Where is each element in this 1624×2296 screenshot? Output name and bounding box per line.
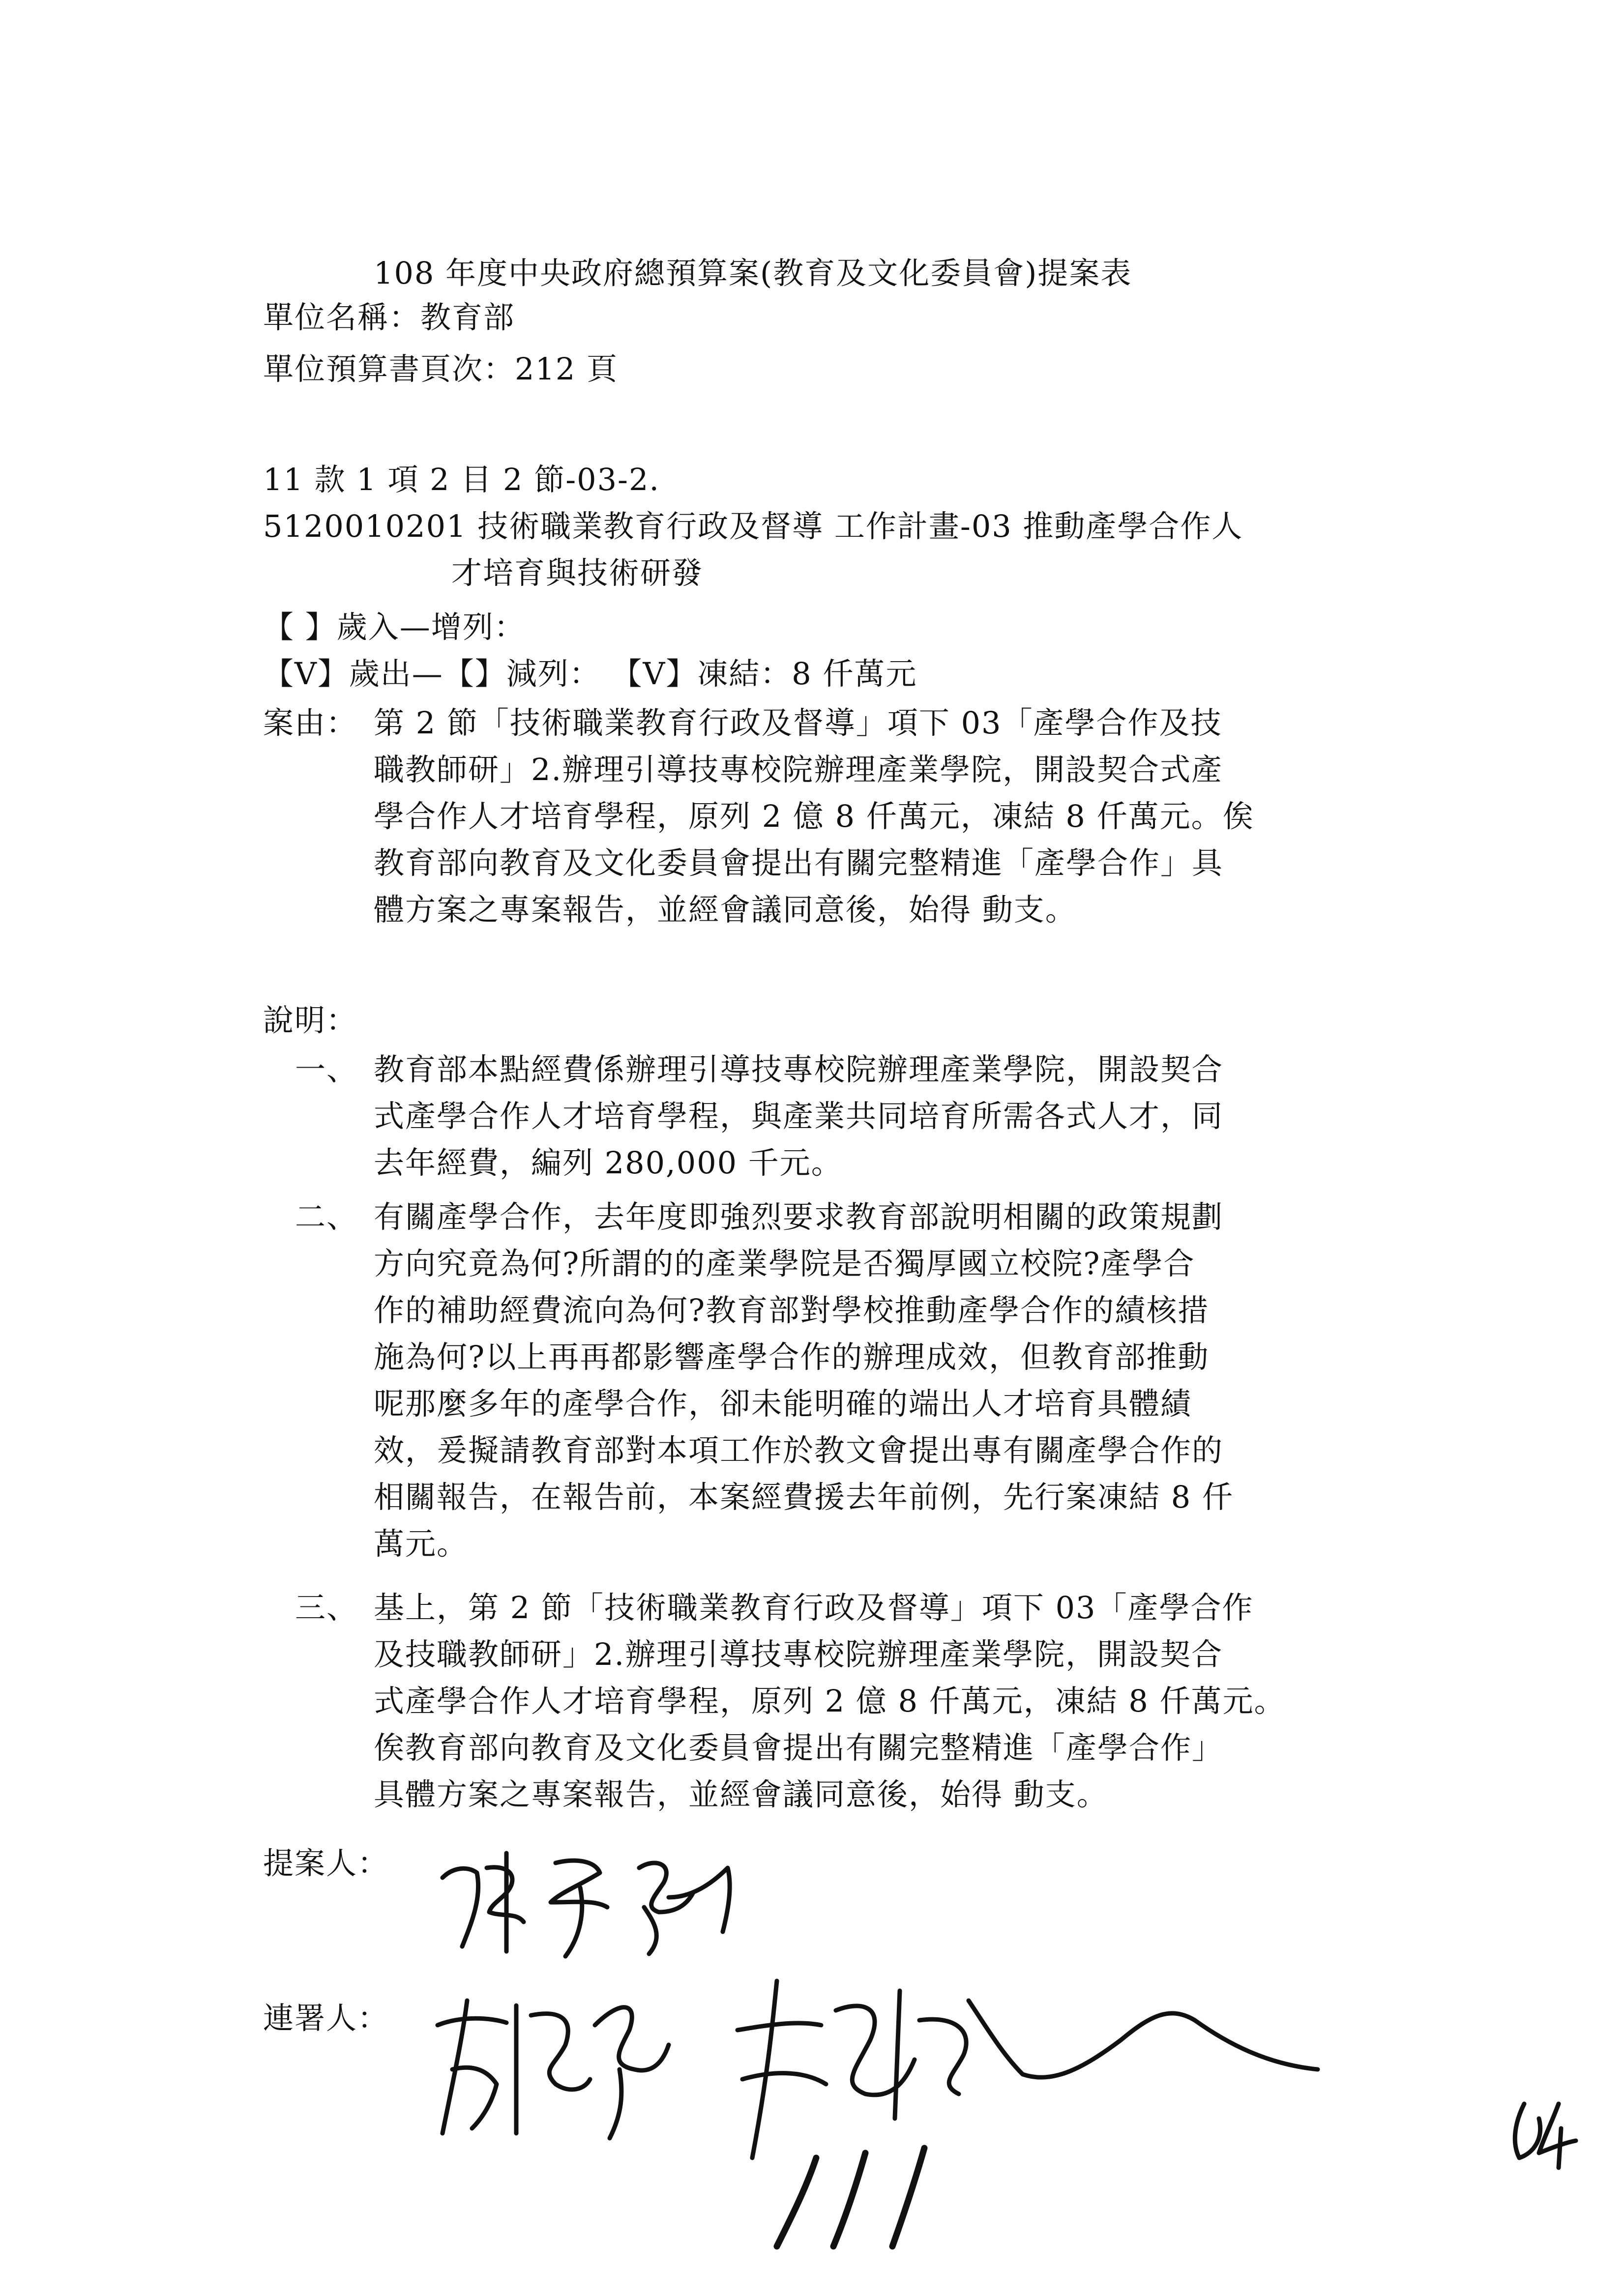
program-line-continued: 才培育與技術研發 bbox=[451, 555, 704, 591]
description-line: 相關報告，在報告前，本案經費援去年前例，先行案凍結 8 仟 bbox=[374, 1479, 1234, 1515]
description-line: 方向究竟為何?所謂的的產業學院是否獨厚國立校院?產學合 bbox=[374, 1246, 1195, 1281]
page-mark bbox=[1505, 2094, 1583, 2173]
description-line: 萬元。 bbox=[374, 1526, 469, 1562]
description-line: 式產學合作人才培育學程，原列 2 億 8 仟萬元，凍結 8 仟萬元。 bbox=[374, 1683, 1286, 1719]
description-line: 及技職教師研」2.辦理引導技專校院辦理產業學院，開設契合 bbox=[374, 1636, 1223, 1672]
proposer-signature bbox=[433, 1838, 777, 1966]
description-item-number: 二、 bbox=[295, 1199, 358, 1235]
unit-name: 單位名稱：教育部 bbox=[263, 299, 515, 335]
reason-line: 體方案之專案報告，並經會議同意後，始得 動支。 bbox=[374, 892, 1077, 928]
description-line: 基上，第 2 節「技術職業教育行政及督導」項下 03「產學合作 bbox=[374, 1590, 1254, 1626]
description-item-number: 三、 bbox=[295, 1590, 358, 1626]
description-line: 施為何?以上再再都影響產學合作的辦理成效，但教育部推動 bbox=[374, 1339, 1210, 1375]
reason-line: 第 2 節「技術職業教育行政及督導」項下 03「產學合作及技 bbox=[374, 705, 1222, 741]
proposer-label: 提案人： bbox=[263, 1845, 389, 1881]
description-label: 說明： bbox=[263, 1002, 358, 1038]
unit-budget-page: 單位預算書頁次：212 頁 bbox=[263, 351, 619, 387]
revenue-option: 【 】歲入—增列： bbox=[263, 609, 526, 645]
description-line: 效，爰擬請教育部對本項工作於教文會提出專有關產學合作的 bbox=[374, 1432, 1224, 1468]
expenditure-option: 【V】歲出—【】減列： 【V】凍結：8 仟萬元 bbox=[263, 656, 917, 692]
description-line: 教育部本點經費係辦理引導技專校院辦理產業學院，開設契合 bbox=[374, 1051, 1224, 1087]
reason-line: 職教師研」2.辦理引導技專校院辦理產業學院，開設契合式產 bbox=[374, 752, 1223, 787]
description-line: 作的補助經費流向為何?教育部對學校推動產學合作的績核措 bbox=[374, 1292, 1210, 1328]
reason-line: 學合作人才培育學程，原列 2 億 8 仟萬元，凍結 8 仟萬元。俟 bbox=[374, 798, 1254, 834]
description-item-number: 一、 bbox=[295, 1051, 358, 1087]
description-line: 有關產學合作，去年度即強烈要求教育部說明相關的政策規劃 bbox=[374, 1199, 1224, 1235]
description-line: 呢那麼多年的產學合作，卻未能明確的端出人才培育具體績 bbox=[374, 1386, 1192, 1422]
description-line: 具體方案之專案報告，並經會議同意後，始得 動支。 bbox=[374, 1776, 1108, 1812]
budget-code-line: 11 款 1 項 2 目 2 節-03-2. bbox=[263, 462, 660, 497]
reason-label: 案由： bbox=[263, 705, 358, 741]
description-line: 俟教育部向教育及文化委員會提出有關完整精進「產學合作」 bbox=[374, 1730, 1224, 1766]
cosigner-label: 連署人： bbox=[263, 2000, 389, 2036]
description-line: 去年經費，編列 280,000 千元。 bbox=[374, 1145, 843, 1181]
program-line: 5120010201 技術職業教育行政及督導 工作計畫-03 推動產學合作人 bbox=[263, 508, 1243, 544]
reason-line: 教育部向教育及文化委員會提出有關完整精進「產學合作」具 bbox=[374, 845, 1224, 881]
document-title: 108 年度中央政府總預算案(教育及文化委員會)提案表 bbox=[374, 255, 1132, 291]
description-line: 式產學合作人才培育學程，與產業共同培育所需各式人才，同 bbox=[374, 1098, 1224, 1134]
cosigner-signatures bbox=[433, 1971, 1416, 2266]
